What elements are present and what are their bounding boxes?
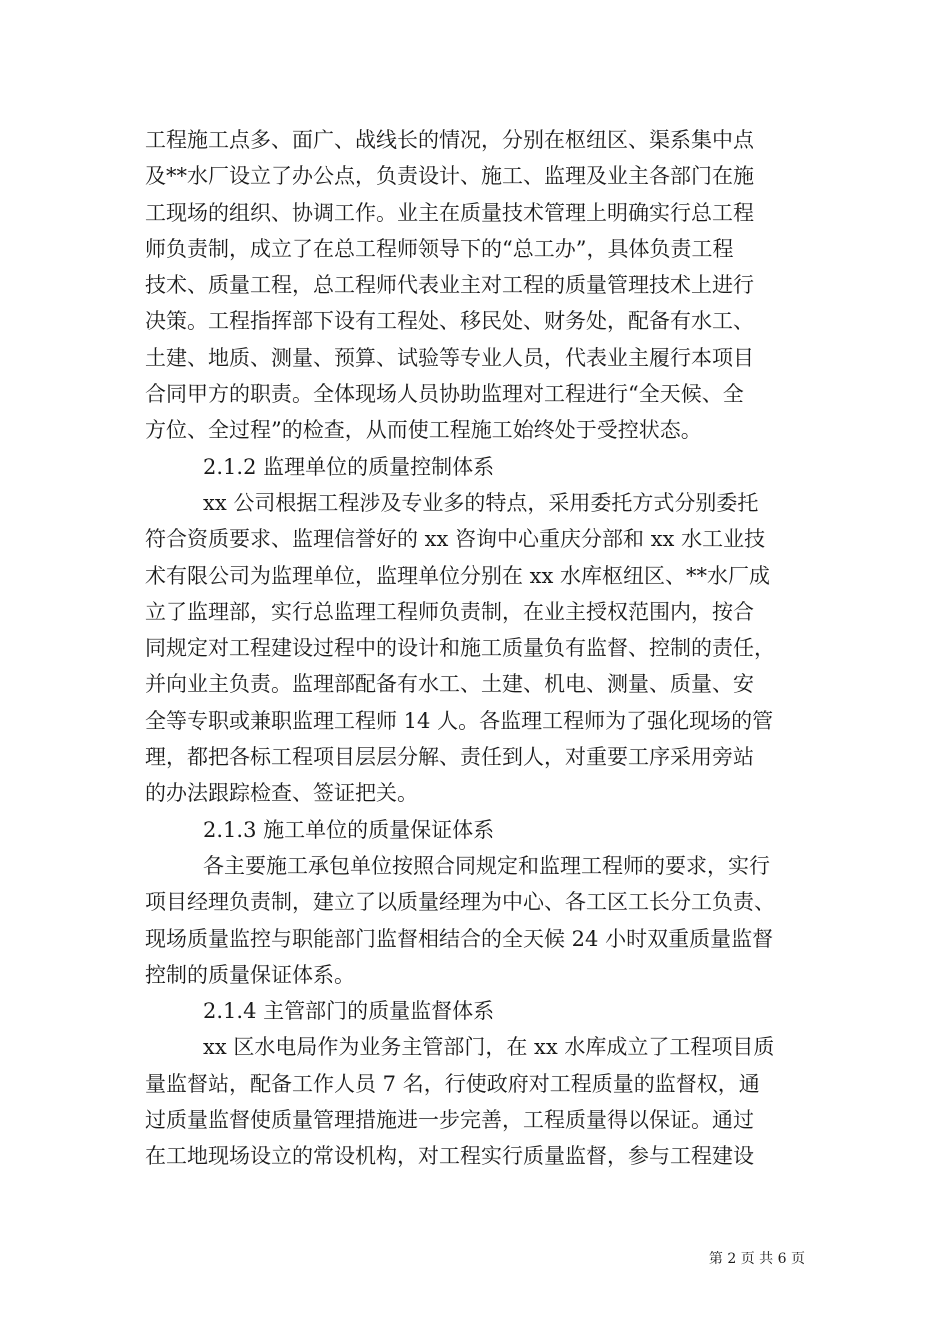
- text-line: 过质量监督使质量管理措施进一步完善，工程质量得以保证。通过: [145, 1108, 754, 1133]
- section-heading-2-1-3: 2.1.3 施工单位的质量保证体系: [203, 817, 495, 842]
- page-number: 第 2 页 共 6 页: [708, 1251, 805, 1267]
- text-line: 合同甲方的职责。全体现场人员协助监理对工程进行“全天候、全: [145, 382, 744, 407]
- section-heading-2-1-2: 2.1.2 监理单位的质量控制体系: [203, 454, 495, 479]
- body-text: [145, 122, 815, 1175]
- text-line: 师负责制，成立了在总工程师领导下的“总工办”，具体负责工程: [145, 236, 734, 261]
- text-line: 并向业主负责。监理部配备有水工、土建、机电、测量、质量、安: [145, 672, 754, 697]
- paragraph-start: xx 公司根据工程涉及专业多的特点，采用委托方式分别委托: [203, 490, 759, 515]
- text-line: 在工地现场设立的常设机构，对工程实行质量监督，参与工程建设: [145, 1144, 754, 1169]
- text-line: 现场质量监控与职能部门监督相结合的全天候 24 小时双重质量监督: [145, 926, 774, 951]
- text-line: 全等专职或兼职监理工程师 14 人。各监理工程师为了强化现场的管: [145, 708, 774, 733]
- text-line: 的办法跟踪检查、签证把关。: [145, 781, 418, 806]
- paragraph-start: 各主要施工承包单位按照合同规定和监理工程师的要求，实行: [203, 853, 770, 878]
- text-line: 立了监理部，实行总监理工程师负责制，在业主授权范围内，按合: [145, 599, 754, 624]
- text-line: 决策。工程指挥部下设有工程处、移民处、财务处，配备有水工、: [145, 309, 754, 334]
- text-line: 理，都把各标工程项目层层分解、责任到人，对重要工序采用旁站: [145, 745, 754, 770]
- text-line: 符合资质要求、监理信誉好的 xx 咨询中心重庆分部和 xx 水工业技: [145, 527, 766, 552]
- text-line: 方位、全过程”的检查，从而使工程施工始终处于受控状态。: [145, 418, 702, 443]
- text-line: 同规定对工程建设过程中的设计和施工质量负有监督、控制的责任，: [145, 636, 775, 661]
- text-line: 土建、地质、测量、预算、试验等专业人员，代表业主履行本项目: [145, 345, 754, 370]
- text-line: 工程施工点多、面广、战线长的情况，分别在枢纽区、渠系集中点: [145, 128, 754, 152]
- text-line: 控制的质量保证体系。: [145, 962, 355, 987]
- text-line: 技术、质量工程，总工程师代表业主对工程的质量管理技术上进行: [145, 273, 754, 298]
- paragraph-start: xx 区水电局作为业务主管部门，在 xx 水库成立了工程项目质: [203, 1035, 775, 1060]
- text-line: 工现场的组织、协调工作。业主在质量技术管理上明确实行总工程: [145, 200, 754, 225]
- text-line: 及**水厂设立了办公点，负责设计、施工、监理及业主各部门在施: [145, 164, 754, 189]
- text-line: 项目经理负责制，建立了以质量经理为中心、各工区工长分工负责、: [145, 890, 775, 915]
- text-line: 量监督站，配备工作人员 7 名，行使政府对工程质量的监督权，通: [145, 1071, 760, 1096]
- section-heading-2-1-4: 2.1.4 主管部门的质量监督体系: [203, 999, 495, 1024]
- text-line: 术有限公司为监理单位，监理单位分别在 xx 水库枢纽区、**水厂成: [145, 563, 771, 588]
